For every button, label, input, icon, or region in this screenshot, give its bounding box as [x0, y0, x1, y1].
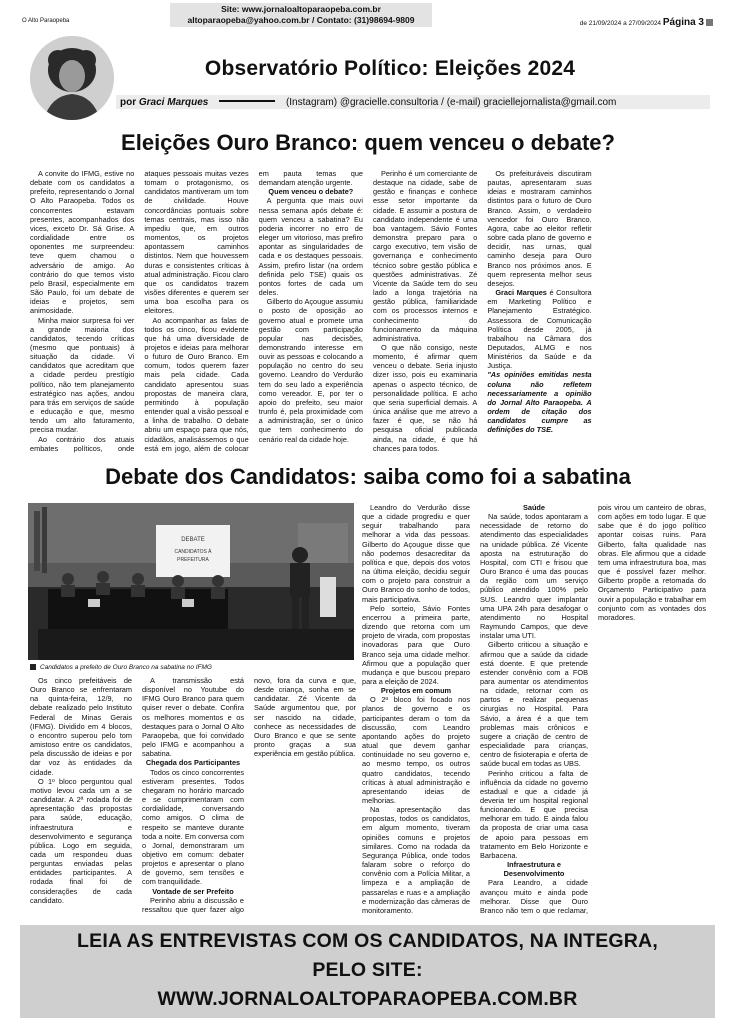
article1-body	[30, 169, 706, 459]
site-line: Site: www.jornaloaltoparaopeba.com.br	[221, 4, 381, 14]
byline-divider	[219, 100, 275, 102]
paragraph: Na saúde, todos apontaram a necessidade de retorno do atendimento das especialidades na unidade pública. Zé Vicente aposta na estruturação do Hospital, com CTI e frisou que Ouro Branco é uma das poucas da região com um serviço público atendido 100% pelo SUS. Leandro quer implantar uma UPA 24h para desafogar o atendimento no Hospital Raymundo Campos, que deve instalar uma UTI.	[480, 512, 588, 641]
paragraph: Minha maior surpresa foi ver a grande maioria dos candidatos, tecendo críticas (mesmo que pontuais) à situação da cidade. Vi candidatos que acreditam que a cidade perdeu prestígio político, não tem planejamento estratégico nas ações, andou para trás em serviços de saúde e educação e que, mesmo tendo um alto faturamento, precisa mudar.	[30, 315, 135, 435]
subheading: Infraestrutura e Desenvolvimento	[503, 860, 565, 879]
paragraph: Na apresentação das propostas, todos os candidatos, em algum momento, tiveram opiniões comuns e projetos similares. Como na rodada da Segurança Pública, onde todos falaram sobre o reforço do convênio com a Polícia Militar, a limpeza e a ampliação de passarelas e ruas e a ampliação e modernização das câmeras de monitoramento.	[362, 805, 470, 915]
article2-headline: Debate dos Candidatos: saiba como foi a sabatina	[105, 464, 631, 489]
subheading: Quem venceu o debate?	[268, 187, 354, 197]
page-info	[580, 17, 713, 28]
paragraph: Perinho é um comerciante de destaque na cidade, sabe de gestão e finanças e conhece esse setor importante da cidade. E assumir a postura de candidato independente é uma boa vantagem. Sávio Fontes demonstra preparo para o cargo executivo, tem visão de governança e conhecimento técnico sobre gestão pública e questões administrativas. Zé Vicente da Saúde tem do seu lado a longa trajetória na gestão pública, familiaridade com os processos internos e conhecimento do funcionamento da máquina administrativa.	[372, 169, 478, 343]
subheading: Projetos em comum	[380, 686, 452, 696]
masthead-left: O Alto Paraopeba	[22, 18, 70, 24]
paragraph: A convite do IFMG, estive no debate com os candidatos a prefeito, representando o Jornal O Alto Paraopeba. Todos os concorrentes estavam presentes, acompanhados dos vices, exceto Dr. Sá Grise. A cordialidade entre os oponentes me surpreendeu: teve quem chamou o adversário de amigo. Ao contrário do que temos visto pelo Brasil, especialmente em São Paulo, foi um debate de ideias e projetos, sem animosidade.	[30, 169, 135, 316]
paragraph: Pelo sorteio, Sávio Fontes encerrou a primeira parte, dizendo que retorna com um projeto de virada, com propostas inovadoras para que Ouro Branco seja uma cidade melhor. Afirmou que a população quer mudança e que buscou preparo para a eleição de 2024.	[362, 603, 470, 686]
paragraph: Leandro do Verdurão disse que a cidade progrediu e quer seguir trabalhando para melhorar a vida das pessoas. Gilberto do Açougue disse que não podemos desacreditar da política e que, depois dos votos na última eleição, decidiu seguir com o projeto para construir a Ouro Branco do sonho de todos, mais participativa.	[362, 503, 470, 604]
debate-stage-icon	[28, 503, 354, 660]
paragraph: Ao acompanhar as falas de todos os cinco, ficou evidente que há uma diversidade de projetos e ideias para melhorar o futuro de Ouro Branco. Em comum, todos querem fazer mais pela cidade. Cada candidato apresentou suas propostas de maneira clara, permitindo à população entender qual a visão pessoal e a linha de trabalho. O debate abriu um espaço para que nós, cidadãos, analisássemos o que está em jogo, além de colocar em pauta temas que demandam atenção urgente.	[144, 169, 363, 453]
screen-text: CANDIDATOS À	[174, 549, 212, 555]
banner-url[interactable]: WWW.JORNALOALTOPARAOPEBA.COM.BR	[157, 988, 578, 1010]
paragraph: O 2º bloco foi focado nos planos de governo e os participantes deram o tom da discussão, com Leandro apontando ações do projeto atual que devem ganhar continuidade no seu governo e, ao mesmo tempo, os outros quatro candidatos, tecendo críticas à atual administração e apresentando ideias de melhorias.	[362, 695, 470, 805]
article2-body-right	[362, 503, 706, 921]
byline-prefix: por	[120, 97, 137, 108]
contact-line: altoparaopeba@yahoo.com.br / Contato: (31)98694-9809	[187, 15, 415, 25]
paragraph: A pergunta que mais ouvi nessa semana após debate é: quem venceu a sabatina? Eu poderia incorrer no erro de eleger um vitorioso, mas prefiro apontar as singularidades de cada e os destaques pessoais. Assim, prefiro listar (na ordem definida pelo TSE) quais os pontos fortes de cada um deles.	[258, 196, 363, 298]
banner-line: LEIA AS ENTREVISTAS COM OS CANDIDATOS, NA INTEGRA,	[77, 930, 658, 952]
promo-banner	[20, 925, 715, 1018]
article1-headline: Eleições Ouro Branco: quem venceu o debate?	[121, 130, 615, 155]
column-title: Observatório Político: Eleições 2024	[204, 57, 576, 80]
paragraph: Ao contrário dos atuais embates políticos, onde ataques pessoais muitas vezes tomam o protagonismo, os candidatos mantiveram um tom de civilidade. Houve concordâncias pontuais sobre temas centrais, mas isso não impediu que, em outros momentos, os projetos apontassem caminhos distintos. Nem que houvessem duras e consistentes críticas à atual administração. Ficou claro que os candidatos trazem visões diferentes e querem ser uma boa escolha para os eleitores.	[30, 169, 249, 453]
paragraph: O que não consigo, neste momento, é afirmar quem venceu o debate. Seria injusto dizer isso, pois eu examinaria apenas o aspecto técnico, de personalidade política. E acho que seria superficial demais. A única análise que me atrevo a fazer é que, se não há pesquisa oficial publicada ainda, na cidade, é que há chances para todos.	[372, 342, 478, 453]
author-portrait-icon	[30, 36, 114, 120]
author-avatar	[30, 36, 114, 120]
paragraph: Perinho abriu a discussão e ressaltou que quer fazer algo novo, fora da curva e que, desde criança, sonha em se candidatar. Zé Vicente da Saúde argumentou que, por ser nascido na cidade, conhece as necessidades de Ouro Branco e que se sente pronto graças a sua experiência em gestão pública.	[142, 676, 356, 914]
bio-name: Graci Marques	[495, 288, 547, 298]
photo-caption	[30, 664, 356, 671]
screen-text: DEBATE	[181, 537, 205, 543]
author-bio	[487, 288, 591, 370]
subheading: Chegada dos Participantes	[145, 758, 241, 768]
disclaimer-note: "As opiniões emitidas nesta coluna não refletem necessariamente a opinião do Jornal Alto Paraopeba. A ordem de citação dos candidatos cumpre as definições do TSE.	[487, 370, 592, 435]
byline	[120, 97, 720, 108]
date-range: de 21/09/2024 a 27/09/2024	[579, 20, 662, 27]
paragraph: Para Leandro, a cidade avançou muito e ainda pode melhorar. Disse que Ouro Branco não tem o que reclamar, pois virou um canteiro de obras, com ações em todo lugar. E que sabe que é do jogo político apontar coisas ruins. Para Gilberto, falta qualidade nas obras. Ele afirmou que a cidade tem uma infraestrutura boa, mas que é possível fazer melhor. Gilberto propõe a retomada do Orçamento Participativo para ouvir a população e trabalhar em conjunto com as vontades dos moradores.	[480, 503, 706, 915]
author-contacts: (Instagram) @gracielle.consultoria / (e-mail) graciellejornalista@gmail.com	[285, 97, 617, 108]
paragraph: Gilberto criticou a situação e afirmou que a saúde da cidade está doente. E que pretende estender convênio com a FOB para aumentar os atendimentos na cidade, retornar com os partos e realizar pequenas cirurgias no Hospital. Para Sávio, a área é a que tem problemas mais crônicos e sugere a criação de centro de especialidade para crianças, centro de fisioterapia e oferta de saúde bucal em todas as UBS.	[480, 640, 588, 769]
paragraph: Os cinco prefeitáveis de Ouro Branco se enfrentaram na quinta-feira, 12/9, no debate realizado pelo Instituto Federal de Minas Gerais (IFMG). Dividido em 4 blocos, o encontro superou pelo tom amistoso entre os candidatos, pela discussão de ideias e por dar voz às entidades da cidade.	[30, 676, 132, 777]
contact-box	[170, 3, 432, 27]
paragraph: A transmissão está disponível no Youtube do IFMG Ouro Branco para quem quiser rever o debate. Confira os melhores momentos e os destaques para o Jornal O Alto Paraopeba, que foi convidado pelo IFMG e acompanhou a sabatina.	[142, 676, 244, 759]
screen-text: PREFEITURA	[177, 557, 209, 563]
paragraph: Todos os cinco concorrentes estiveram presentes. Todos chegaram no horário marcado e se cumprimentaram com cordialidade, conversando como amigos. O clima de respeito se manteve durante toda a noite. Em conversa com o Jornal, demonstraram um objetivo em comum: debater projetos e apresentar o plano de governo, sem tensões e com tranquilidade.	[142, 767, 244, 887]
subheading: Saúde	[522, 503, 546, 512]
page-number: Página 3	[662, 17, 704, 28]
paragraph: Os prefeituráveis discutiram pautas, apresentaram suas ideias e mostraram caminhos distintos para o futuro de Ouro Branco. Assim, o verdadeiro vencedor foi Ouro Branco. Agora, cabe ao eleitor refletir sobre cada plano de governo e decidir, nas urnas, qual caminho deseja para Ouro Branco nos próximos anos. E quem representa melhor seus desejos.	[487, 169, 592, 288]
subheading: Vontade de ser Prefeito	[152, 886, 234, 896]
paragraph: O 1º bloco perguntou qual motivo levou cada um a se candidatar. A 2ª rodada foi de apresentação das propostas para saúde, educação, infraestrutura e desenvolvimento e segurança pública. Logo em seguida, cada um respondeu duas perguntas enviadas pelas entidades participantes. A rodada final foi de considerações de cada candidato.	[30, 776, 132, 905]
bio-text: é Consultora em Marketing Político e Planejamento Estratégico. Assessora de Comunicação Política desde 2005, já trabalhou na Câmara dos Deputados, ALMG e nos Ministérios da Saúde e da Justiça.	[487, 288, 592, 371]
square-icon	[30, 664, 36, 670]
banner-line: PELO SITE:	[312, 959, 423, 981]
caption-text: Candidatos a prefeito de Ouro Branco na sabatina no IFMG	[40, 664, 212, 671]
paragraph: Perinho criticou a falta de influência da cidade no governo estadual e que a cidade já deveria ter um hospital regional funcionando. E que precisa melhorar em tudo. E ainda falou da proposta de criar uma casa de apoio para pessoas em tratamento em Belo Horizonte e Barbacena.	[480, 768, 588, 860]
paragraph: Gilberto do Açougue assumiu o posto de oposição ao governo atual e promete uma gestão com participação popular nas decisões, demonstrando interesse em ouvir as pessoas e colocando a população no centro do seu governo. Leandro do Verdurão tem do seu lado a experiência como vereador. E, por ter o apoio do prefeito, seu maior trunfo é, pela proximidade com a administração, ser o único que tem conhecimento do cenário real da cidade hoje.	[258, 297, 363, 444]
article2-body-left	[30, 676, 356, 921]
debate-photo	[28, 503, 354, 660]
author-name: Graci Marques	[138, 97, 209, 108]
square-icon	[706, 19, 713, 26]
